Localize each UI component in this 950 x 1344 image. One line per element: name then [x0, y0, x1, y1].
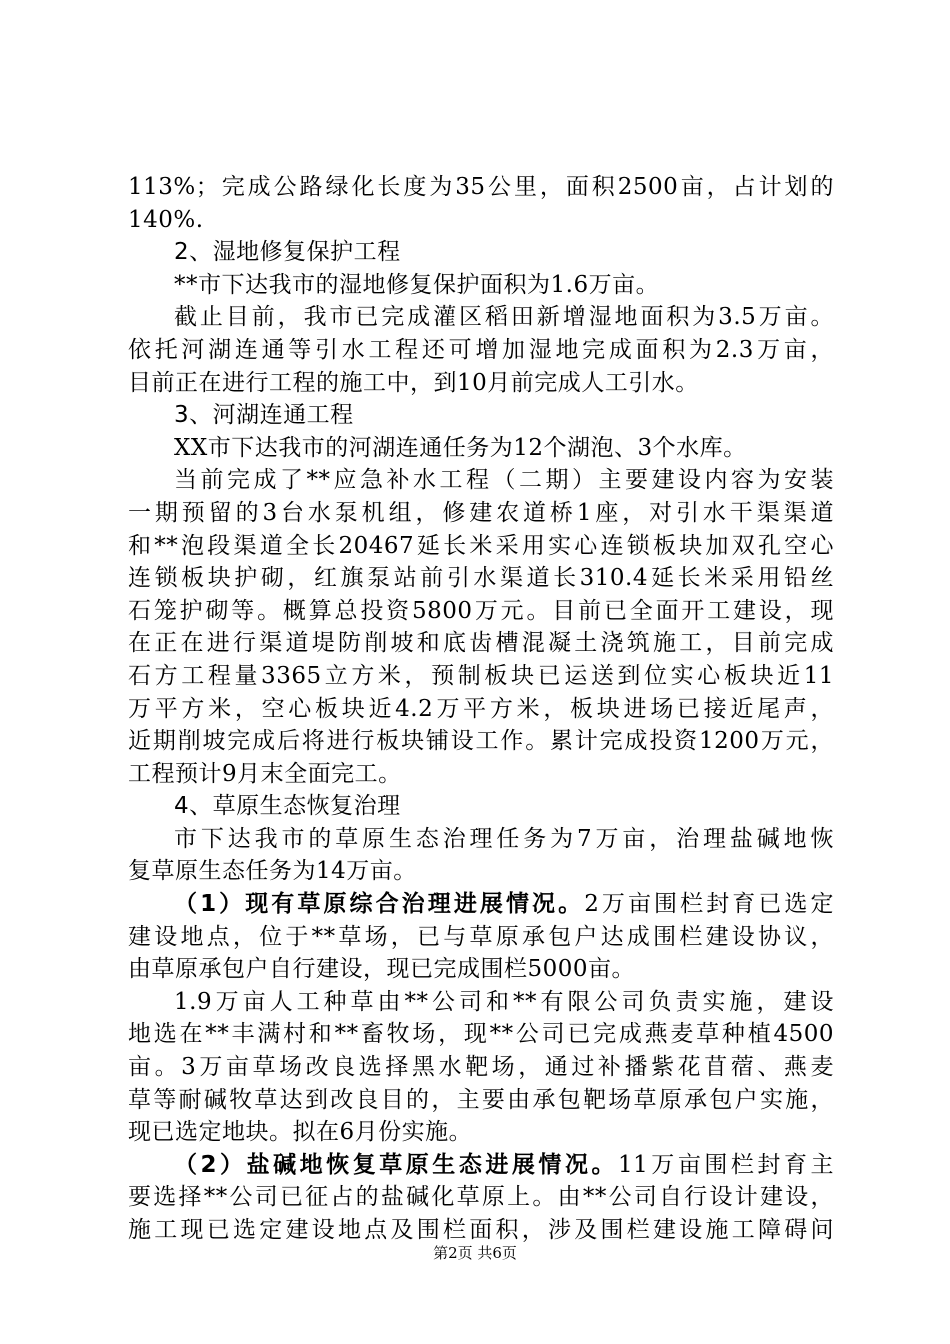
- subsection-title: （2）盐碱地恢复草原生态进展情况。: [174, 1151, 619, 1178]
- paragraph-line: 和**泡段渠道全长20467延长米采用实心连锁板块加双孔空心: [128, 532, 834, 559]
- paragraph-line: 近期削坡完成后将进行板块铺设工作。累计完成投资1200万元，: [128, 728, 834, 755]
- paragraph-line: 依托河湖连通等引水工程还可增加湿地完成面积为2.3万亩，: [128, 336, 834, 363]
- subsection-title: （1）现有草原综合治理进展情况。: [174, 891, 585, 918]
- paragraph-line: 截止目前，我市已完成灌区稻田新增湿地面积为3.5万亩。: [174, 304, 834, 331]
- paragraph-line: 地选在**丰满村和**畜牧场，现**公司已完成燕麦草种植4500: [128, 1021, 834, 1048]
- paragraph-line: 施工现已选定建设地点及围栏面积，涉及围栏建设施工障碍问: [128, 1217, 834, 1243]
- paragraph-line: 要选择**公司已征占的盐碱化草原上。由**公司自行设计建设，: [128, 1184, 834, 1211]
- paragraph-line: 复草原生态任务为14万亩。: [128, 858, 417, 885]
- paragraph-line: 由草原承包户自行建设，现已完成围栏5000亩。: [128, 956, 636, 983]
- paragraph-line: 现已选定地块。拟在6月份实施。: [128, 1119, 473, 1146]
- paragraph-line: 当前完成了**应急补水工程（二期）主要建设内容为安装: [174, 467, 834, 494]
- paragraph-line: 目前正在进行工程的施工中，到10月前完成人工引水。: [128, 369, 699, 396]
- paragraph-line: **市下达我市的湿地修复保护面积为1.6万亩。: [174, 271, 660, 298]
- paragraph-text: 11万亩围栏封育主: [618, 1151, 834, 1178]
- paragraph-line: 建设地点，位于**草场，已与草原承包户达成围栏建设协议，: [128, 923, 834, 950]
- section-heading: 2、湿地修复保护工程: [174, 239, 401, 266]
- page-footer: 第2页 共6页: [433, 1244, 517, 1262]
- section-heading: 4、草原生态恢复治理: [174, 793, 401, 820]
- paragraph-line: 石笼护砌等。概算总投资5800万元。目前已全面开工建设，现: [128, 597, 834, 624]
- paragraph-line: XX市下达我市的河湖连通任务为12个湖泡、3个水库。: [174, 434, 747, 461]
- section-heading: 3、河湖连通工程: [174, 402, 354, 429]
- paragraph-line: 亩。3万亩草场改良选择黑水靶场，通过补播紫花苜蓿、燕麦: [128, 1054, 834, 1081]
- paragraph-line: 113%；完成公路绿化长度为35公里，面积2500亩，占计划的: [128, 174, 834, 200]
- paragraph-line: 连锁板块护砌，红旗泵站前引水渠道长310.4延长米采用铅丝: [128, 565, 834, 592]
- paragraph-line: 石方工程量3365立方米，预制板块已运送到位实心板块近11: [128, 662, 834, 689]
- paragraph-line: 市下达我市的草原生态治理任务为7万亩，治理盐碱地恢: [174, 825, 834, 852]
- paragraph-text: 2万亩围栏封育已选定: [584, 891, 834, 918]
- paragraph-line: 草等耐碱牧草达到改良目的，主要由承包靶场草原承包户实施，: [128, 1086, 834, 1113]
- paragraph-line: [128, 1149, 834, 1182]
- paragraph-line: [128, 888, 834, 921]
- paragraph-line: 在正在进行渠道堤防削坡和底齿槽混凝土浇筑施工，目前完成: [128, 630, 834, 657]
- paragraph-line: 工程预计9月末全面完工。: [128, 760, 402, 787]
- paragraph-line: 一期预留的3台水泵机组，修建农道桥1座，对引水干渠渠道: [128, 499, 834, 526]
- paragraph-line: 1.9万亩人工种草由**公司和**有限公司负责实施，建设: [174, 988, 834, 1015]
- document-body: [128, 171, 834, 1247]
- paragraph-line: 万平方米，空心板块近4.2万平方米，板块进场已接近尾声，: [128, 695, 834, 722]
- paragraph-line: 140%.: [128, 206, 204, 233]
